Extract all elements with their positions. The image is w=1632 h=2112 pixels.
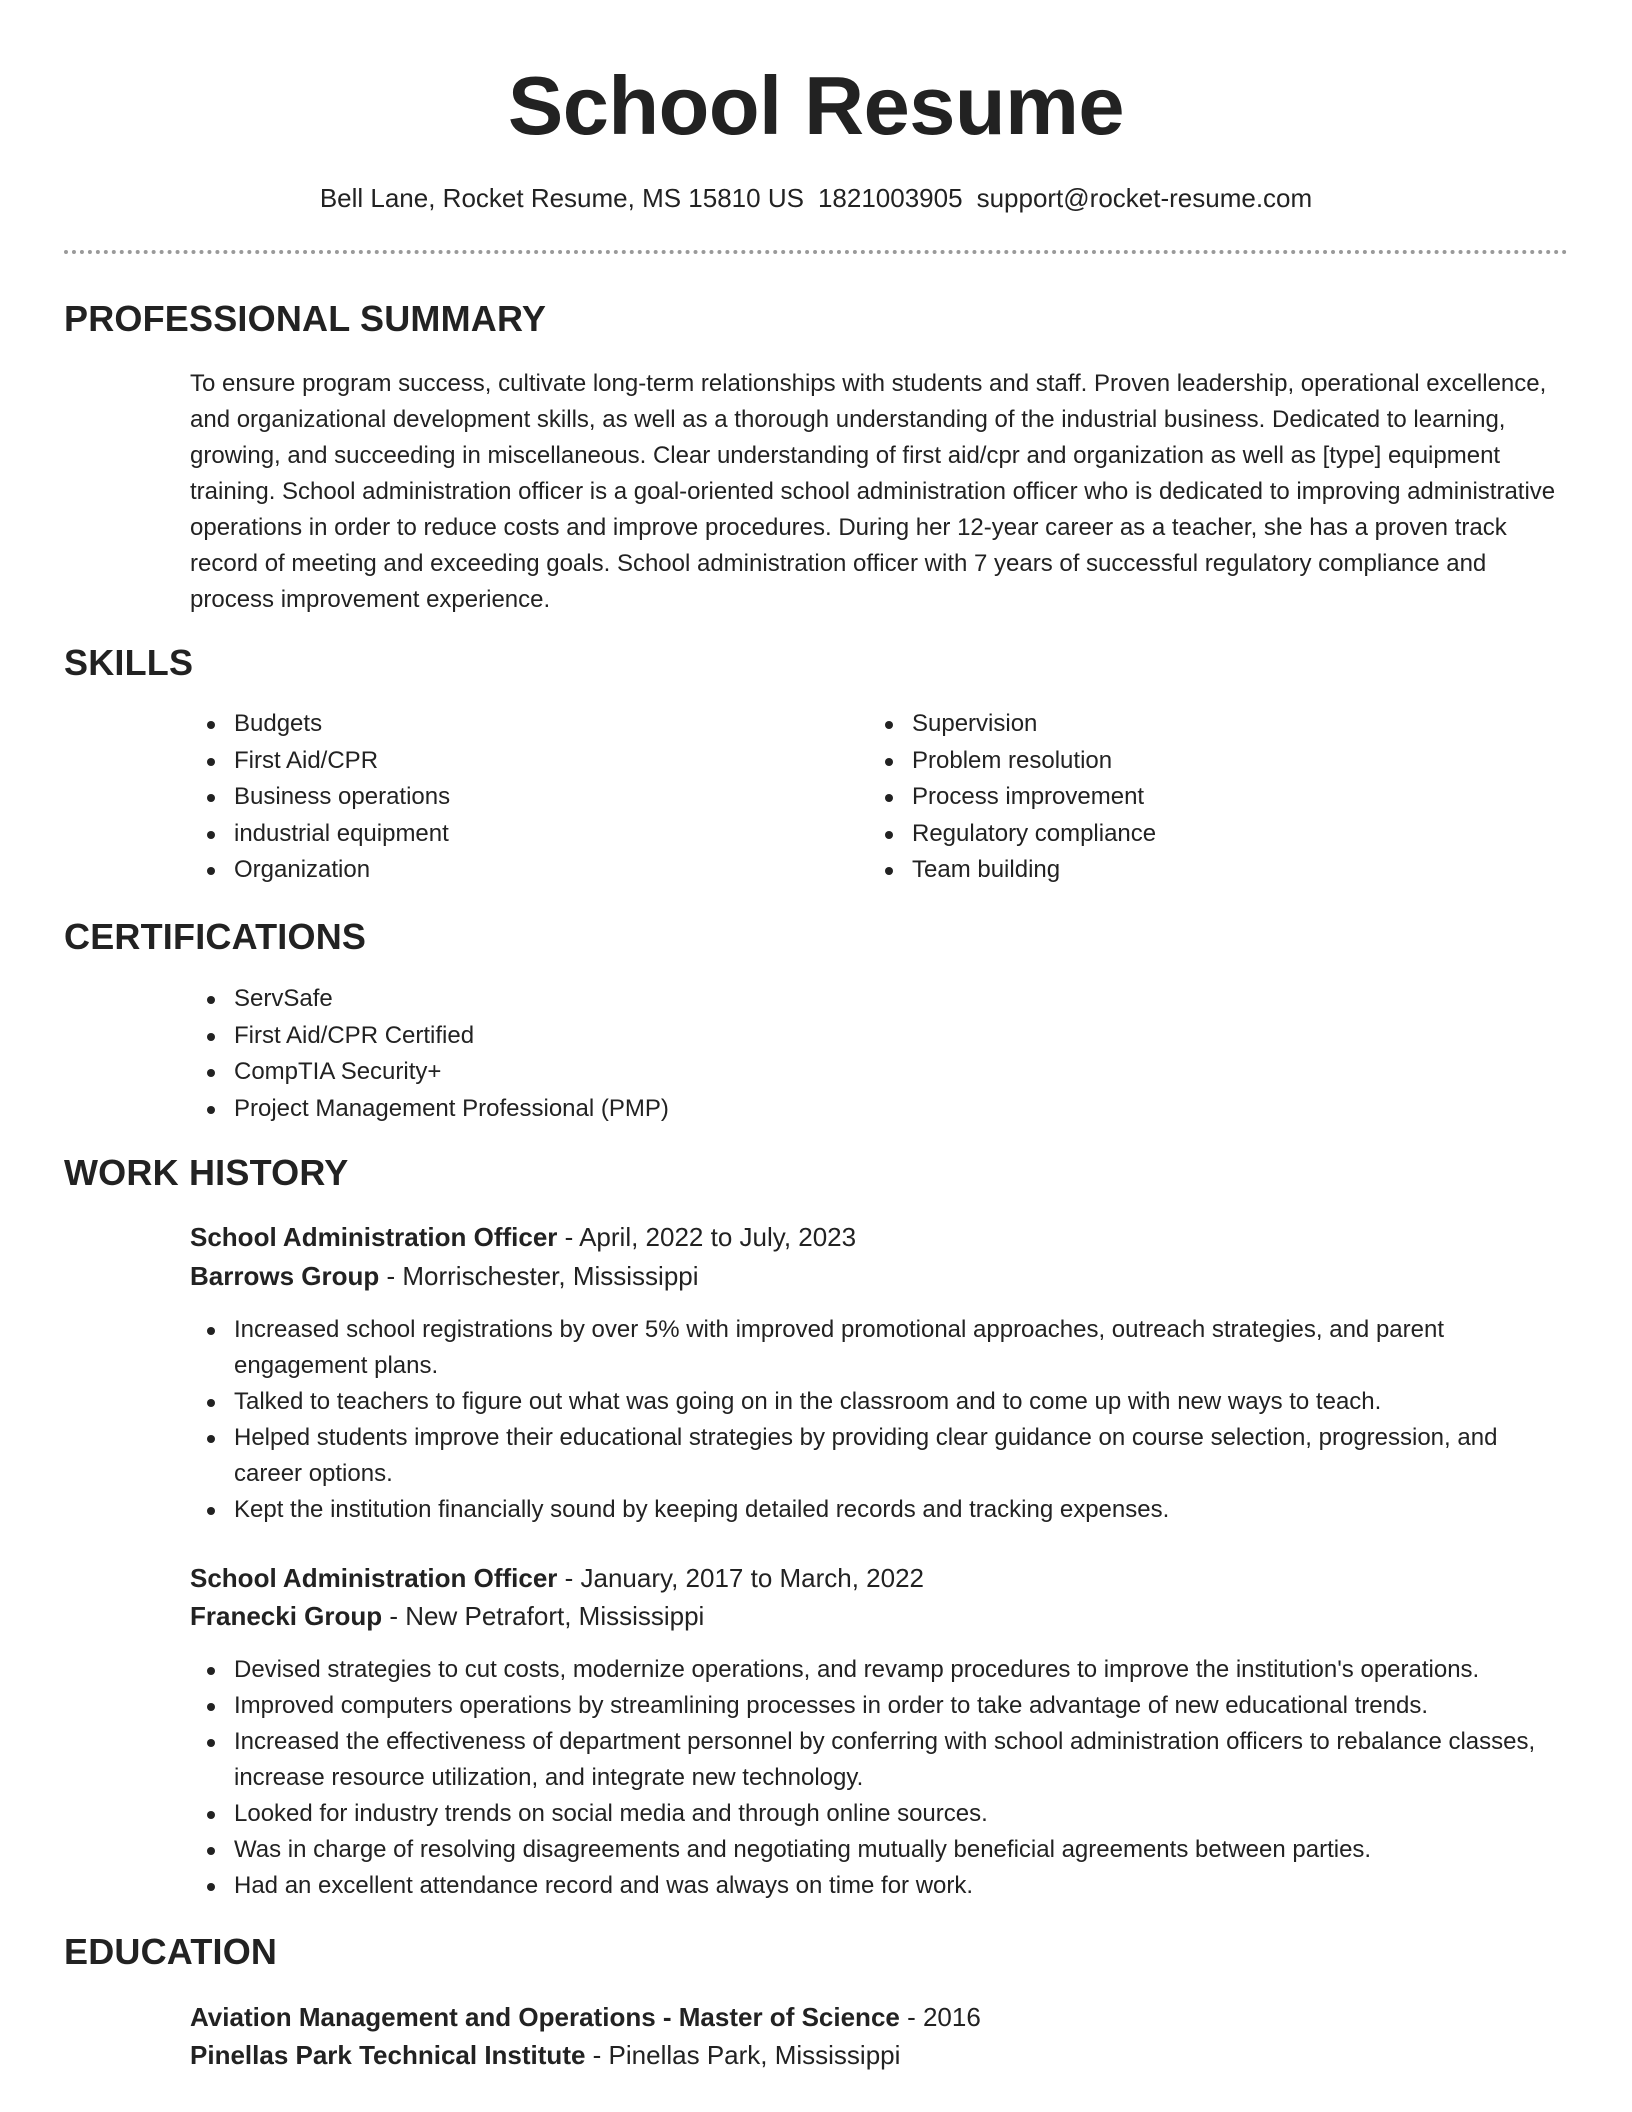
list-item: Supervision [868,706,1488,743]
list-item: Talked to teachers to figure out what was going on in the classroom and to come up with new ways to teach. [190,1384,1570,1420]
job-location: - Morrischester, Mississippi [379,1261,699,1291]
job-company: Franecki Group [190,1601,383,1631]
list-item: Business operations [190,779,810,816]
education-year: - 2016 [899,2002,981,2032]
summary-heading: PROFESSIONAL SUMMARY [64,298,547,339]
list-item: Kept the institution financially sound by keeping detailed records and tracking expenses. [190,1492,1570,1528]
list-item: Improved computers operations by streamlining processes in order to take advantage of new educational trends. [190,1688,1570,1724]
education-school-line [190,2036,900,2074]
list-item: Was in charge of resolving disagreements and negotiating mutually beneficial agreements between parties. [190,1832,1570,1868]
job-2-bullets [190,1652,1570,1904]
list-item: Budgets [190,706,810,743]
list-item: Looked for industry trends on social media and through online sources. [190,1796,1570,1832]
job-2-title-line [190,1559,924,1597]
education-degree: Aviation Management and Operations - Master of Science [190,2002,900,2032]
summary-text: To ensure program success, cultivate long-term relationships with students and staff. Proven leadership, operational excellence, and organizational development skills, as well as a thorough understanding of the industrial business. Dedicated to learning, growing, and succeeding in miscellaneous. Clear understanding of first aid/cpr and organization as well as [type] equipment training. School administration officer is a goal-oriented school administration officer who is dedicated to improving administrative operations in order to reduce costs and improve procedures. During her 12-year career as a teacher, she has a proven track record of meeting and exceeding goals. School administration officer with 7 years of successful regulatory compliance and process improvement experience. [190,370,1556,613]
job-location: - New Petrafort, Mississippi [382,1601,705,1631]
resume-title: School Resume [507,59,1125,152]
list-item: Helped students improve their educational strategies by providing clear guidance on course selection, progression, and career options. [190,1420,1570,1492]
education-location: - Pinellas Park, Mississippi [585,2040,901,2070]
list-item: Team building [868,852,1488,889]
skills-list-left [190,706,810,889]
job-company: Barrows Group [190,1261,380,1291]
list-item: Project Management Professional (PMP) [190,1091,1190,1128]
skills-heading: SKILLS [64,642,194,683]
list-item: Increased school registrations by over 5% with improved promotional approaches, outreach strategies, and parent engagement plans. [190,1312,1570,1384]
job-dates: - April, 2022 to July, 2023 [557,1222,857,1252]
job-1-bullets [190,1312,1570,1528]
list-item: Process improvement [868,779,1488,816]
contact-line [0,180,1632,216]
contact-phone: 1821003905 [817,183,963,213]
certifications-list [190,981,1190,1127]
list-item: industrial equipment [190,816,810,853]
job-dates: - January, 2017 to March, 2022 [557,1563,925,1593]
header-divider [64,250,1568,254]
contact-email[interactable]: support@rocket-resume.com [976,183,1313,213]
job-2-company-line [190,1597,704,1635]
job-title: School Administration Officer [190,1222,558,1252]
list-item: First Aid/CPR [190,743,810,780]
certifications-heading: CERTIFICATIONS [64,916,367,957]
list-item: ServSafe [190,981,1190,1018]
education-heading: EDUCATION [64,1931,278,1972]
job-title: School Administration Officer [190,1563,558,1593]
list-item: Increased the effectiveness of department personnel by conferring with school administration officers to rebalance classes, increase resource utilization, and integrate new technology. [190,1724,1570,1796]
education-degree-line [190,1998,981,2036]
job-1-title-line [190,1218,856,1256]
list-item: Problem resolution [868,743,1488,780]
list-item: Regulatory compliance [868,816,1488,853]
skills-list-right [868,706,1488,889]
job-1-company-line [190,1257,699,1295]
education-school: Pinellas Park Technical Institute [190,2040,586,2070]
list-item: Devised strategies to cut costs, modernize operations, and revamp procedures to improve the institution's operations. [190,1652,1570,1688]
list-item: Organization [190,852,810,889]
list-item: First Aid/CPR Certified [190,1018,1190,1055]
work-history-heading: WORK HISTORY [64,1152,349,1193]
list-item: Had an excellent attendance record and was always on time for work. [190,1868,1570,1904]
list-item: CompTIA Security+ [190,1054,1190,1091]
contact-address: Bell Lane, Rocket Resume, MS 15810 US [319,183,804,213]
